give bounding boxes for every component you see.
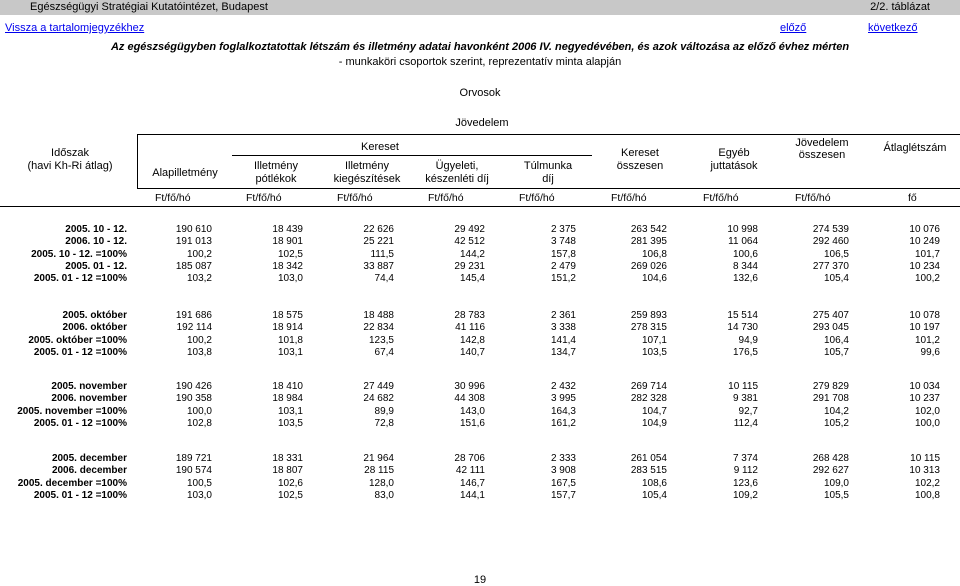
- table-cell: 191 013: [175, 236, 212, 248]
- table-cell: 293 045: [812, 322, 849, 334]
- row-label: 2005. 01 - 12 =100%: [33, 489, 127, 501]
- table-cell: 99,6: [920, 346, 940, 358]
- header-alapilletmeny: Alapilletmény: [152, 167, 218, 179]
- table-row: [0, 322, 960, 334]
- row-label: 2006. december: [51, 465, 127, 477]
- table-cell: 44 308: [454, 393, 485, 405]
- table-cell: 140,7: [459, 346, 485, 358]
- header-potlek-1: Illetmény: [253, 160, 299, 172]
- table-cell: 102,6: [277, 477, 303, 489]
- table-cell: 103,1: [277, 346, 303, 358]
- table-cell: 9 381: [732, 393, 758, 405]
- table-cell: 157,8: [550, 248, 576, 260]
- header-rule-kereset: [232, 155, 592, 156]
- unit-cell: Ft/fő/hó: [519, 192, 555, 204]
- table-cell: 261 054: [630, 453, 667, 464]
- table-cell: 25 221: [363, 236, 394, 248]
- table-cell: 100,2: [186, 248, 212, 260]
- row-label: 2005. november: [51, 381, 127, 392]
- table-cell: 141,4: [550, 334, 576, 346]
- table-cell: 10 237: [909, 393, 940, 405]
- table-cell: 103,5: [641, 346, 667, 358]
- table-cell: 10 234: [909, 260, 940, 272]
- table-cell: 105,2: [823, 417, 849, 429]
- header-jovedelem-osszesen-1: Jövedelem: [795, 137, 849, 149]
- table-cell: 103,5: [277, 417, 303, 429]
- row-label: 2005. december: [51, 453, 127, 464]
- table-row: [0, 490, 960, 502]
- table-cell: 123,5: [368, 334, 394, 346]
- table-cell: 185 087: [175, 260, 212, 272]
- table-cell: 283 515: [630, 465, 667, 477]
- table-cell: 33 887: [363, 260, 394, 272]
- table-cell: 292 460: [812, 236, 849, 248]
- table-cell: 41 116: [455, 322, 485, 334]
- table-cell: 102,0: [914, 405, 940, 417]
- table-cell: 18 342: [272, 260, 303, 272]
- table-cell: 3 748: [550, 236, 576, 248]
- table-cell: 92,7: [738, 405, 758, 417]
- table-cell: 2 479: [550, 260, 576, 272]
- table-cell: 9 112: [733, 465, 758, 477]
- next-link[interactable]: következő: [868, 22, 918, 34]
- table-cell: 157,7: [550, 489, 576, 501]
- table-row: [0, 418, 960, 430]
- table-cell: 192 114: [176, 322, 212, 334]
- table-cell: 102,5: [277, 489, 303, 501]
- table-row: [0, 224, 960, 236]
- table-cell: 72,8: [374, 417, 394, 429]
- header-kereset-osszesen-2: összesen: [616, 160, 664, 172]
- table-row: [0, 465, 960, 477]
- table-cell: 18 488: [363, 310, 394, 321]
- header-rule-top: [137, 134, 960, 135]
- table-cell: 11 064: [728, 236, 758, 248]
- table-cell: 21 964: [363, 453, 394, 464]
- table-cell: 10 197: [909, 322, 940, 334]
- table-cell: 18 901: [272, 236, 303, 248]
- table-cell: 144,2: [459, 248, 485, 260]
- row-label: 2005. 01 - 12 =100%: [33, 417, 127, 429]
- table-cell: 291 708: [812, 393, 849, 405]
- table-cell: 10 313: [909, 465, 940, 477]
- table-cell: 151,2: [550, 273, 576, 285]
- table-cell: 2 432: [550, 381, 576, 392]
- table-cell: 29 231: [454, 260, 485, 272]
- row-label: 2005. 01 - 12.: [65, 260, 127, 272]
- table-cell: 10 078: [909, 310, 940, 321]
- header-jovedelem-osszesen-2: összesen: [798, 149, 846, 161]
- table-cell: 101,8: [277, 334, 303, 346]
- table-cell: 107,1: [641, 334, 667, 346]
- table-cell: 102,8: [186, 417, 212, 429]
- table-cell: 103,8: [186, 346, 212, 358]
- table-cell: 10 034: [909, 381, 940, 392]
- table-cell: 292 627: [812, 465, 849, 477]
- table-cell: 89,9: [374, 405, 394, 417]
- table-cell: 112,4: [733, 417, 758, 429]
- header-idoszak-sub: (havi Kh-Ri átlag): [27, 160, 113, 172]
- row-label: 2006. november: [51, 393, 127, 405]
- table-cell: 104,6: [641, 273, 667, 285]
- header-rule-bottom: [137, 188, 960, 189]
- header-kiegeszites-2: kiegészítések: [333, 173, 401, 185]
- previous-link[interactable]: előző: [780, 22, 807, 34]
- table-cell: 145,4: [459, 273, 485, 285]
- table-cell: 83,0: [374, 489, 394, 501]
- table-cell: 14 730: [727, 322, 758, 334]
- header-bar: [0, 0, 960, 15]
- unit-cell: Ft/fő/hó: [703, 192, 739, 204]
- table-cell: 268 428: [812, 453, 849, 464]
- table-cell: 105,5: [823, 489, 849, 501]
- table-cell: 100,2: [914, 273, 940, 285]
- table-cell: 18 807: [272, 465, 303, 477]
- table-cell: 28 706: [454, 453, 485, 464]
- row-label: 2005. 10 - 12. =100%: [31, 248, 127, 260]
- table-cell: 167,5: [550, 477, 576, 489]
- table-cell: 109,0: [823, 477, 849, 489]
- table-cell: 275 407: [812, 310, 849, 321]
- units-row: [0, 192, 960, 204]
- table-cell: 18 439: [272, 224, 303, 235]
- header-atlaglet: Átlaglétszám: [883, 142, 947, 154]
- table-cell: 10 249: [909, 236, 940, 248]
- row-label: 2005. 01 - 12 =100%: [33, 273, 127, 285]
- table-cell: 144,1: [459, 489, 485, 501]
- header-idoszak: Időszak: [51, 147, 89, 159]
- back-to-contents-link[interactable]: Vissza a tartalomjegyzékhez: [5, 22, 145, 34]
- table-cell: 94,9: [738, 334, 758, 346]
- table-cell: 10 076: [909, 224, 940, 235]
- table-cell: 15 514: [727, 310, 758, 321]
- table-cell: 28 115: [364, 465, 394, 477]
- header-ugyeleti-2: készenléti díj: [425, 173, 489, 185]
- table-cell: 176,5: [732, 346, 758, 358]
- table-cell: 191 686: [175, 310, 212, 321]
- table-cell: 103,1: [277, 405, 303, 417]
- table-cell: 164,3: [550, 405, 576, 417]
- table-row: [0, 393, 960, 405]
- row-label: 2006. 10 - 12.: [65, 236, 127, 248]
- table-cell: 106,8: [641, 248, 667, 260]
- table-cell: 24 682: [363, 393, 394, 405]
- table-cell: 190 574: [175, 465, 212, 477]
- table-cell: 2 375: [550, 224, 576, 235]
- table-cell: 190 610: [175, 224, 212, 235]
- table-cell: 134,7: [550, 346, 576, 358]
- table-cell: 2 361: [550, 310, 576, 321]
- table-row: [0, 478, 960, 490]
- table-cell: 101,2: [914, 334, 940, 346]
- unit-cell: Ft/fő/hó: [428, 192, 464, 204]
- table-cell: 279 829: [812, 381, 849, 392]
- row-label: 2005. október =100%: [28, 334, 127, 346]
- table-row: [0, 406, 960, 418]
- header-potlek-2: pótlékok: [255, 173, 297, 185]
- row-label: 2005. 01 - 12 =100%: [33, 346, 127, 358]
- table-cell: 42 512: [454, 236, 485, 248]
- table-cell: 103,0: [186, 489, 212, 501]
- table-cell: 100,2: [186, 334, 212, 346]
- table-cell: 274 539: [812, 224, 849, 235]
- table-cell: 29 492: [454, 224, 485, 235]
- table-cell: 18 914: [272, 322, 303, 334]
- table-cell: 22 626: [363, 224, 394, 235]
- table-cell: 104,2: [823, 405, 849, 417]
- table-cell: 28 783: [454, 310, 485, 321]
- table-cell: 143,0: [459, 405, 485, 417]
- table-cell: 278 315: [630, 322, 667, 334]
- table-cell: 151,6: [459, 417, 485, 429]
- header-egyeb-1: Egyéb: [718, 147, 750, 159]
- table-cell: 100,8: [914, 489, 940, 501]
- group-label: Orvosok: [459, 87, 501, 99]
- table-cell: 10 115: [910, 453, 940, 464]
- table-cell: 100,5: [186, 477, 212, 489]
- table-cell: 282 328: [630, 393, 667, 405]
- table-cell: 263 542: [630, 224, 667, 235]
- table-cell: 3 338: [550, 322, 576, 334]
- header-jovedelem: Jövedelem: [455, 117, 509, 129]
- header-egyeb-2: juttatások: [710, 160, 758, 172]
- table-cell: 190 358: [175, 393, 212, 405]
- table-cell: 103,0: [277, 273, 303, 285]
- table-cell: 100,0: [914, 417, 940, 429]
- table-cell: 7 374: [732, 453, 758, 464]
- table-cell: 106,5: [823, 248, 849, 260]
- table-row: [0, 273, 960, 285]
- table-cell: 123,6: [732, 477, 758, 489]
- header-kiegeszites-1: Illetmény: [344, 160, 390, 172]
- header-ugyeleti-1: Ügyeleti,: [435, 160, 479, 172]
- table-cell: 101,7: [914, 248, 940, 260]
- table-cell: 142,8: [459, 334, 485, 346]
- table-cell: 18 575: [272, 310, 303, 321]
- table-number: 2/2. táblázat: [870, 1, 930, 13]
- unit-cell: fő: [908, 192, 917, 204]
- institute-name: Egészségügyi Stratégiai Kutatóintézet, Budapest: [30, 1, 268, 13]
- header-kereset-osszesen-1: Kereset: [621, 147, 659, 159]
- unit-cell: Ft/fő/hó: [337, 192, 373, 204]
- table-cell: 102,5: [277, 248, 303, 260]
- table-cell: 100,6: [732, 248, 758, 260]
- table-cell: 3 995: [550, 393, 576, 405]
- table-row: [0, 347, 960, 359]
- table-cell: 27 449: [363, 381, 394, 392]
- table-row: [0, 335, 960, 347]
- table-cell: 104,7: [641, 405, 667, 417]
- unit-cell: Ft/fő/hó: [155, 192, 191, 204]
- table-cell: 259 893: [630, 310, 667, 321]
- unit-cell: Ft/fő/hó: [246, 192, 282, 204]
- table-cell: 269 714: [630, 381, 667, 392]
- navigation: [0, 20, 960, 36]
- page-number: 19: [473, 574, 487, 586]
- table-row: [0, 261, 960, 273]
- table-cell: 190 426: [175, 381, 212, 392]
- table-cell: 189 721: [175, 453, 212, 464]
- table-cell: 10 115: [728, 381, 758, 392]
- table-cell: 146,7: [459, 477, 485, 489]
- units-rule: [0, 206, 960, 207]
- table-cell: 105,4: [641, 489, 667, 501]
- unit-cell: Ft/fő/hó: [795, 192, 831, 204]
- header-tulmunka-2: díj: [542, 173, 554, 185]
- table-cell: 281 395: [630, 236, 667, 248]
- table-cell: 128,0: [368, 477, 394, 489]
- table-cell: 269 026: [630, 260, 667, 272]
- table-cell: 277 370: [812, 260, 849, 272]
- table-cell: 67,4: [374, 346, 394, 358]
- table-cell: 132,6: [732, 273, 758, 285]
- table-cell: 10 998: [727, 224, 758, 235]
- table-cell: 100,0: [186, 405, 212, 417]
- row-label: 2005. november =100%: [17, 405, 127, 417]
- row-label: 2005. 10 - 12.: [65, 224, 127, 235]
- row-label: 2005. december =100%: [17, 477, 127, 489]
- table-cell: 74,4: [374, 273, 394, 285]
- row-label: 2005. október: [62, 310, 127, 321]
- table-cell: 18 984: [272, 393, 303, 405]
- table-cell: 103,2: [186, 273, 212, 285]
- table-row: [0, 249, 960, 261]
- table-cell: 18 410: [272, 381, 303, 392]
- page-subtitle: - munkaköri csoportok szerint, reprezentatív minta alapján: [338, 56, 622, 68]
- table-row: [0, 381, 960, 393]
- page-title: Az egészségügyben foglalkoztatottak létszám és illetmény adatai havonként 2006 IV. negyedévében, és azok változása az előző évhez mérten: [110, 41, 850, 53]
- table-cell: 102,2: [914, 477, 940, 489]
- table-row: [0, 453, 960, 465]
- unit-cell: Ft/fő/hó: [611, 192, 647, 204]
- table-cell: 161,2: [550, 417, 576, 429]
- table-cell: 30 996: [454, 381, 485, 392]
- table-cell: 111,5: [370, 248, 394, 260]
- table-cell: 3 908: [550, 465, 576, 477]
- row-label: 2006. október: [62, 322, 127, 334]
- table-row: [0, 310, 960, 322]
- table-cell: 109,2: [732, 489, 758, 501]
- table-cell: 42 111: [455, 465, 485, 477]
- header-kereset: Kereset: [361, 141, 399, 153]
- header-tulmunka-1: Túlmunka: [523, 160, 573, 172]
- table-cell: 2 333: [550, 453, 576, 464]
- table-row: [0, 236, 960, 248]
- table-cell: 105,7: [823, 346, 849, 358]
- table-cell: 8 344: [732, 260, 758, 272]
- table-cell: 105,4: [823, 273, 849, 285]
- table-cell: 22 834: [363, 322, 394, 334]
- table-cell: 106,4: [823, 334, 849, 346]
- table-cell: 108,6: [641, 477, 667, 489]
- table-cell: 104,9: [641, 417, 667, 429]
- table-cell: 18 331: [272, 453, 303, 464]
